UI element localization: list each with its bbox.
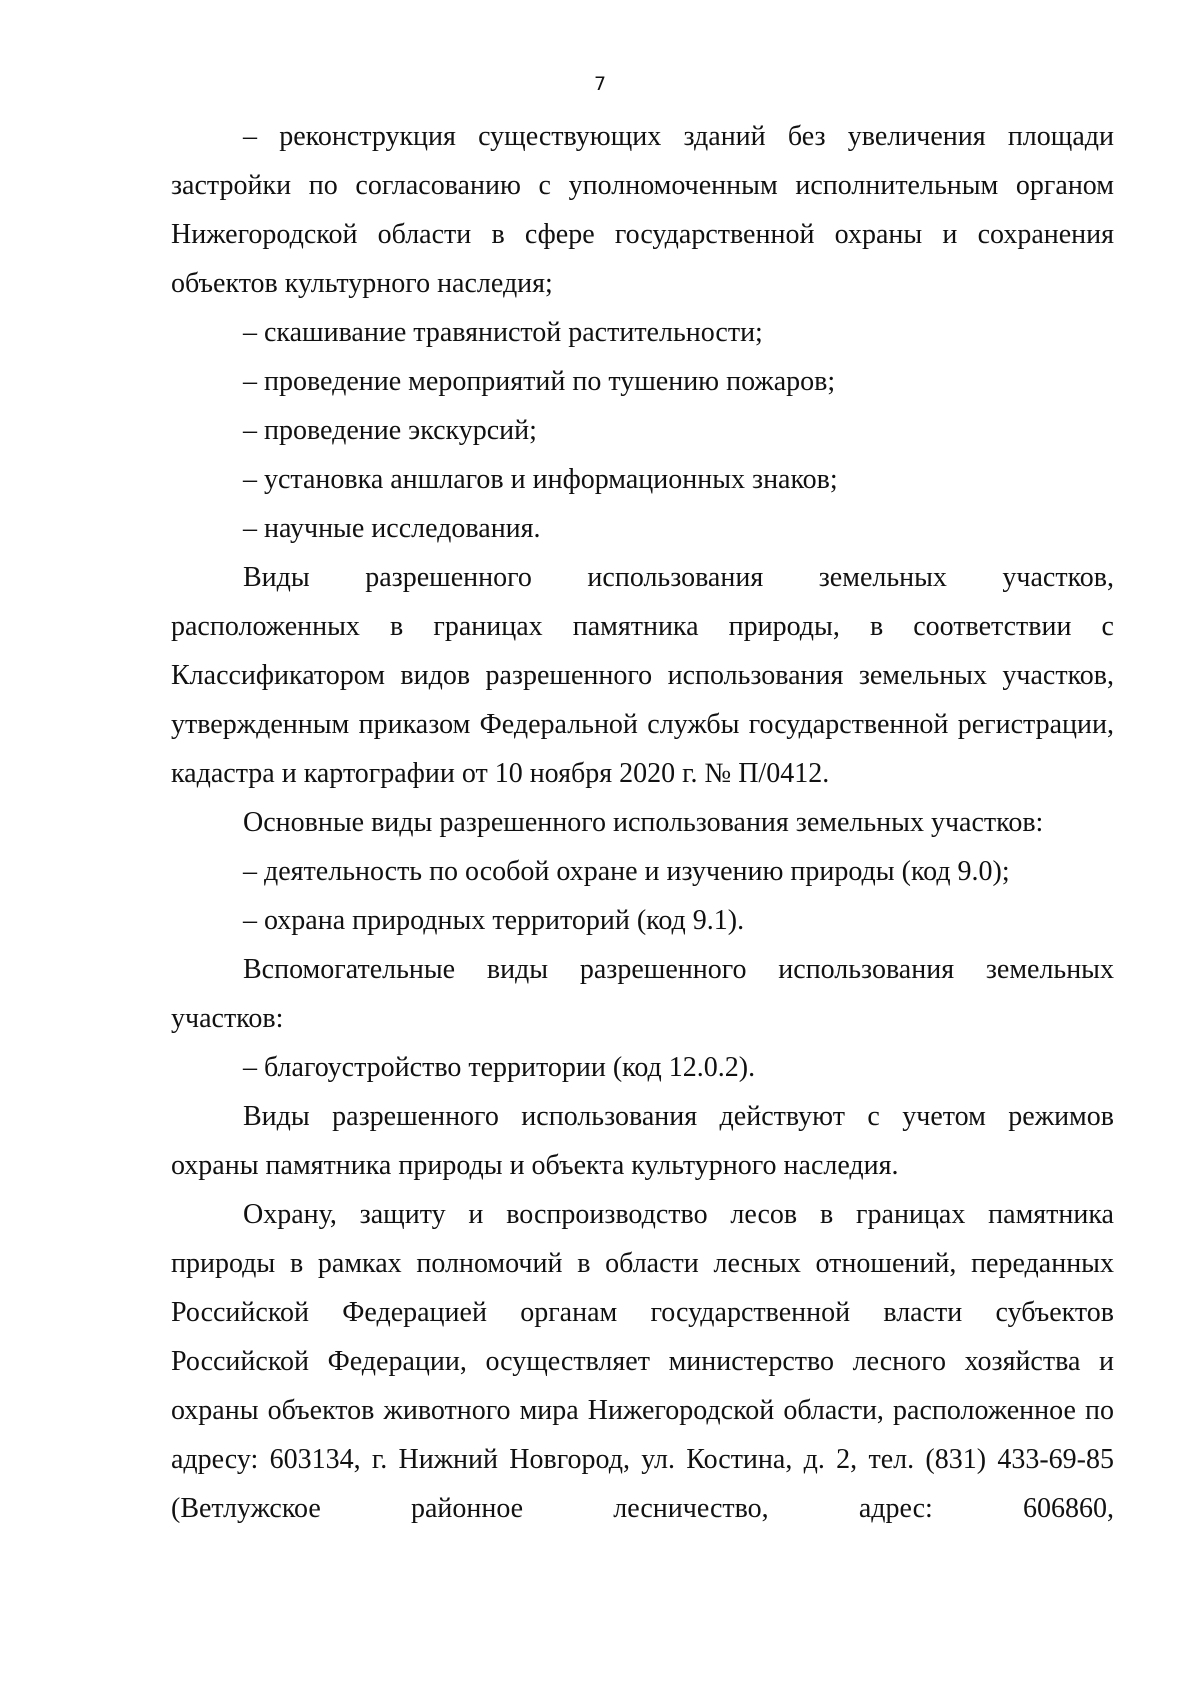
paragraph-reconstruction: – реконструкция существующих зданий без увеличения площади застройки по согласованию с уполномоченным исполнительным органом Нижегородской области в сфере государственной охраны и сохранения объектов культурного наследия; [171,121,1114,299]
list-item-code-12-0-2: – благоустройство территории (код 12.0.2). [243,1052,756,1083]
list-item-code-9-1: – охрана природных территорий (код 9.1). [243,905,745,936]
document-body [171,112,1114,1533]
list-item-excursions: – проведение экскурсий; [243,415,537,446]
list-item-code-9-0: – деятельность по особой охране и изучению природы (код 9.0); [243,856,1010,887]
paragraph-land-use-types: Виды разрешенного использования земельных участков, расположенных в границах памятника природы, в соответствии с Классификатором видов разрешенного использования земельных участков, утвержденным приказом Федеральной службы государственной регистрации, кадастра и картографии от 10 ноября 2020 г. № П/0412. [171,562,1114,789]
list-item-mowing: – скашивание травянистой растительности; [243,317,763,348]
paragraph-forest-protection: Охрану, защиту и воспроизводство лесов в границах памятника природы в рамках полномочий в области лесных отношений, переданных Российской Федерацией органам государственной власти субъектов Российской Федерации, осуществляет министерство лесного хозяйства и охраны объектов животного мира Нижегородской области, расположенное по адресу: 603134, г. Нижний Новгород, ул. Костина, д. 2, тел. (831) 433-69-85 (Ветлужское районное лесничество, адрес: 606860, [171,1199,1114,1524]
list-item-signs: – установка аншлагов и информационных знаков; [243,464,838,495]
list-item-firefighting: – проведение мероприятий по тушению пожаров; [243,366,836,397]
page-number: 7 [593,73,607,95]
paragraph-auxiliary-uses-heading: Вспомогательные виды разрешенного использования земельных участков: [171,954,1114,1034]
list-item-research: – научные исследования. [243,513,541,544]
paragraph-main-uses-heading: Основные виды разрешенного использования земельных участков: [243,807,1044,838]
paragraph-uses-regime: Виды разрешенного использования действуют с учетом режимов охраны памятника природы и объекта культурного наследия. [171,1101,1114,1181]
